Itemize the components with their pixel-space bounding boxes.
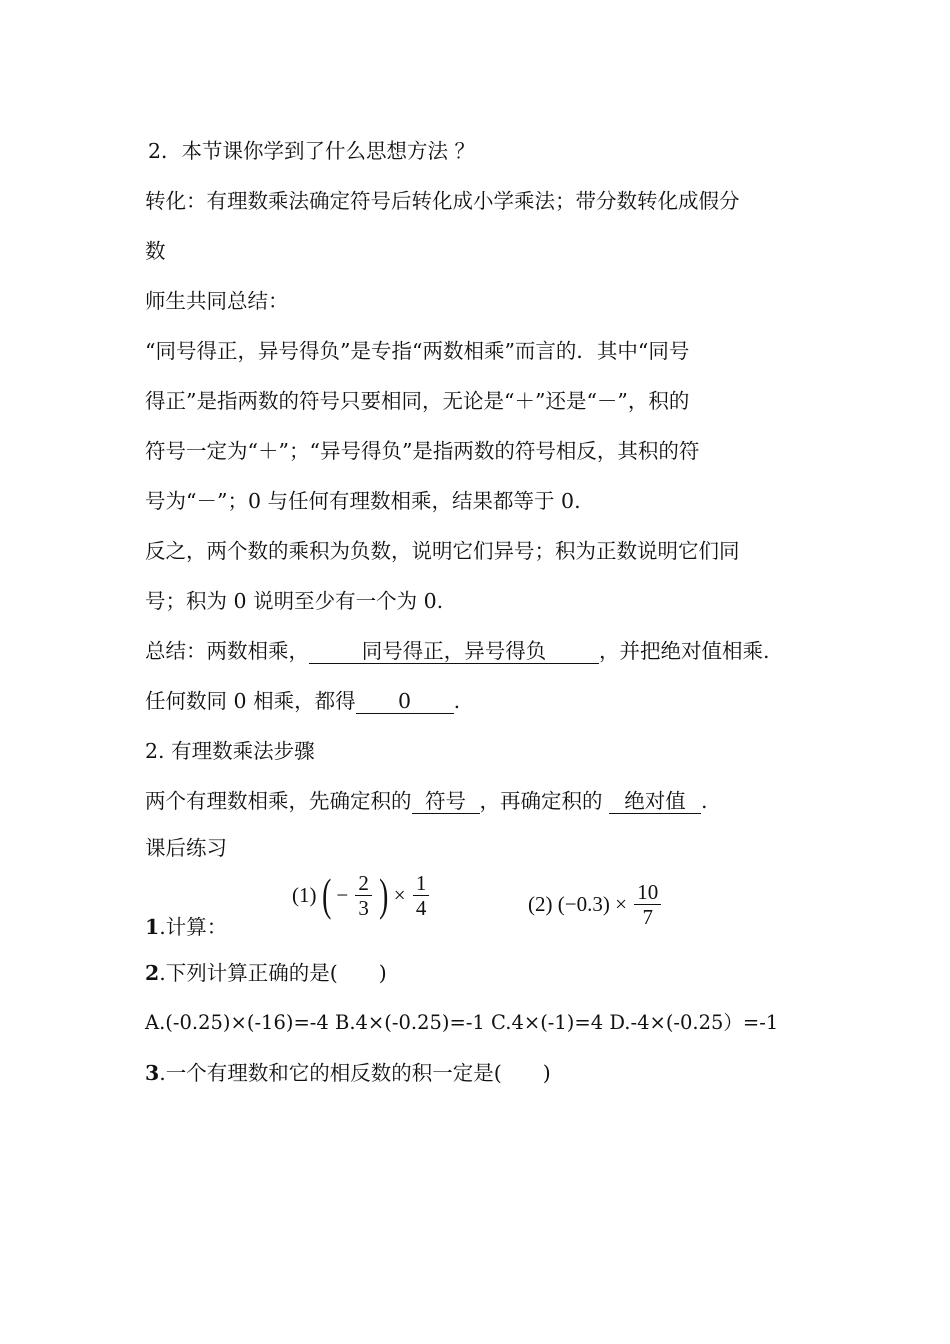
- exercise-3-text: .一个有理数和它的相反数的积一定是( ): [159, 1061, 551, 1085]
- exercise-2-text: .下列计算正确的是( ): [159, 961, 387, 985]
- summary-heading: 师生共同总结：: [145, 289, 289, 313]
- times-sign: ×: [393, 882, 406, 907]
- exercise-2-number: 2: [145, 961, 160, 985]
- times-sign: ×: [615, 892, 627, 916]
- conclusion-blank-zero: 0: [356, 689, 454, 714]
- exercise-1-item-2-expression: [528, 880, 663, 929]
- exercise-1-label: [145, 912, 815, 942]
- steps-line: [145, 786, 815, 816]
- fraction-two-thirds: [355, 871, 372, 920]
- rule-paragraph-line-4: 号为“－”；0 与任何有理数相乘，结果都等于 0.: [145, 489, 581, 513]
- steps-blank-absolute-value: 绝对值: [609, 789, 701, 814]
- conclusion-blank-sign-rule: 同号得正，异号得负: [309, 639, 599, 664]
- left-paren: (: [321, 869, 332, 920]
- conclusion-line-2: [145, 686, 815, 716]
- steps-middle: ，再确定积的: [479, 789, 610, 813]
- exercise-1-number: 1: [145, 915, 160, 939]
- conclusion-line-2-prefix: 任何数同 0 相乘，都得: [145, 689, 356, 713]
- fraction-numerator: 2: [355, 871, 372, 896]
- conclusion-line-2-suffix: .: [453, 689, 461, 713]
- rule-paragraph-line-3: 符号一定为“＋”；“异号得负”是指两数的符号相反，其积的符: [145, 439, 700, 463]
- rule-paragraph-line-2: 得正”是指两数的符号只要相同，无论是“＋”还是“－”，积的: [145, 389, 690, 413]
- fraction-numerator: 10: [634, 880, 661, 905]
- exercise-2-question: [145, 958, 815, 988]
- fraction-denominator: 7: [642, 905, 653, 929]
- fraction-denominator: 3: [358, 895, 369, 920]
- conversion-line-1: 转化：有理数乘法确定符号后转化成小学乘法；带分数转化成假分: [145, 189, 740, 213]
- fraction-denominator: 4: [415, 895, 427, 920]
- exercise-3-number: 3: [145, 1061, 160, 1085]
- fraction-one-quarter: [413, 871, 430, 920]
- exercise-2-options: A.(-0.25)×(-16)=-4 B.4×(-0.25)=-1 C.4×(-1)=4 D.-4×(-0.25）=-1: [145, 1011, 779, 1034]
- item-1-minus-sign: −: [336, 882, 349, 907]
- fraction-ten-sevenths: [634, 880, 661, 929]
- practice-heading: 课后练习: [145, 836, 227, 860]
- exercise-1-text: .计算：: [159, 915, 228, 939]
- conclusion-suffix: ，并把绝对值相乘.: [599, 639, 770, 663]
- converse-paragraph-line-2: 号；积为 0 说明至少有一个为 0.: [145, 589, 444, 613]
- rule-paragraph-line-1: “同号得正，异号得负”是专指“两数相乘”而言的．其中“同号: [145, 339, 690, 363]
- item-2-value: (−0.3): [557, 892, 610, 916]
- fraction-numerator: 1: [413, 871, 430, 896]
- steps-prefix: 两个有理数相乘，先确定积的: [145, 789, 412, 813]
- steps-blank-sign: 符号: [412, 789, 480, 814]
- question-2-heading: 2．本节课你学到了什么思想方法 ？: [148, 139, 476, 163]
- steps-heading: 2. 有理数乘法步骤: [145, 739, 315, 763]
- conclusion-line-1: [145, 636, 815, 666]
- exercise-3-question: [145, 1058, 815, 1088]
- conversion-line-2: 数: [145, 239, 166, 263]
- exercise-1-item-1-expression: [292, 870, 431, 920]
- steps-suffix: .: [701, 789, 708, 813]
- right-paren: ): [379, 869, 389, 920]
- item-1-index: (1): [292, 882, 317, 907]
- conclusion-prefix: 总结：两数相乘，: [145, 639, 309, 663]
- converse-paragraph-line-1: 反之，两个数的乘积为负数，说明它们异号；积为正数说明它们同: [145, 539, 740, 563]
- item-2-index: (2): [528, 892, 553, 916]
